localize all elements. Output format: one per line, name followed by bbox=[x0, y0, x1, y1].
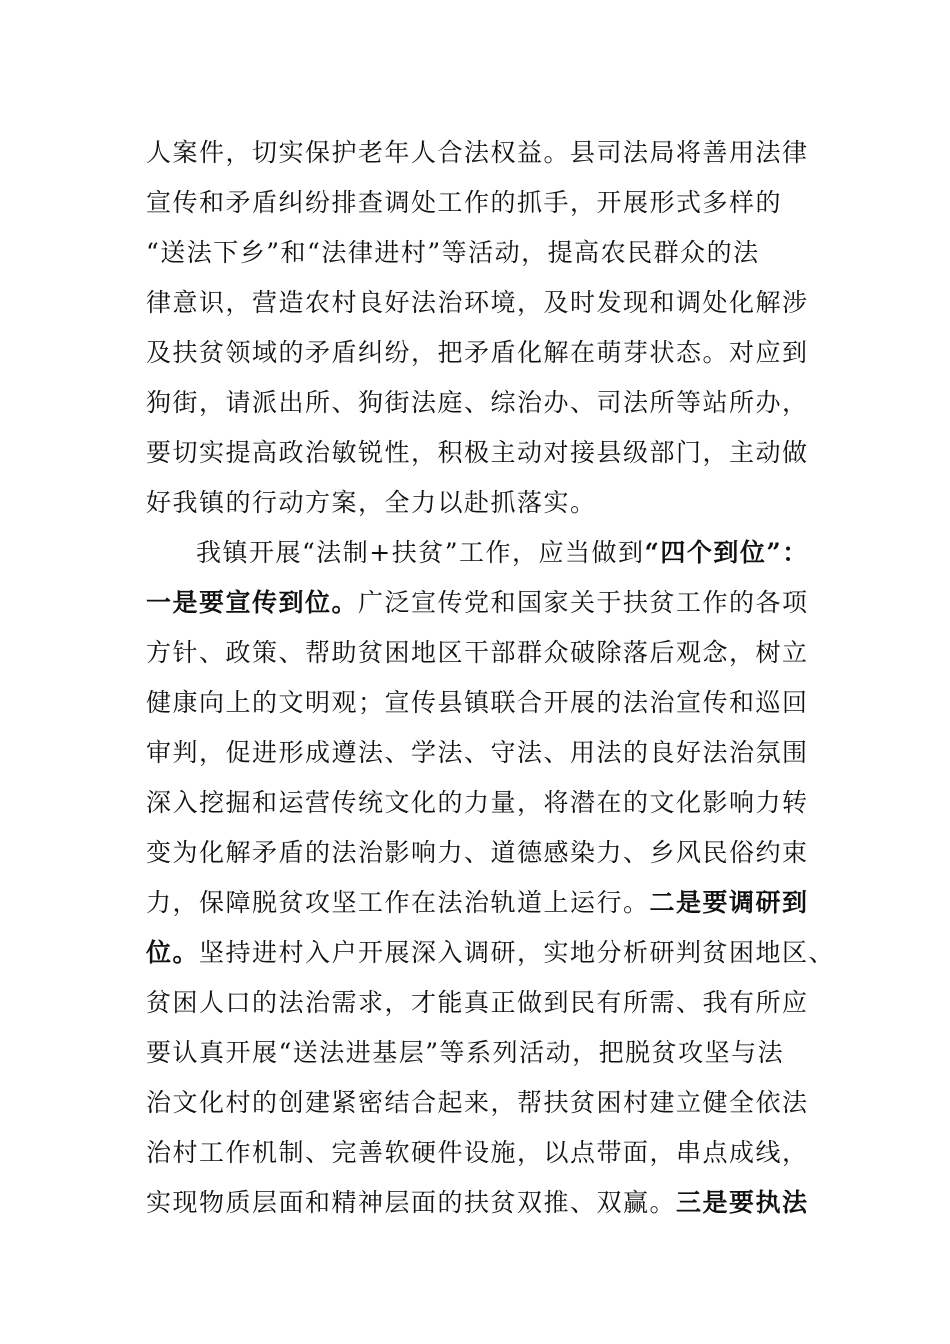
text-line bbox=[146, 278, 836, 328]
text-segment: 我镇开展“法制+扶贫”工作，应当做到 bbox=[196, 538, 645, 567]
text-line bbox=[146, 228, 836, 278]
bold-text-segment: 三是要执法 bbox=[676, 1188, 809, 1217]
text-line bbox=[146, 978, 836, 1028]
text-line bbox=[146, 878, 836, 928]
bold-text-segment: 二是要调研到 bbox=[649, 888, 809, 917]
text-line bbox=[146, 928, 836, 978]
text-segment: 狗街，请派出所、狗街法庭、综治办、司法所等站所办， bbox=[146, 388, 809, 417]
text-segment: 及扶贫领域的矛盾纠纷，把矛盾化解在萌芽状态。对应到 bbox=[146, 338, 809, 367]
text-line bbox=[146, 1178, 836, 1228]
bold-text-segment: 一是要宣传到位。 bbox=[146, 588, 359, 617]
text-segment: 宣传和矛盾纠纷排查调处工作的抓手，开展形式多样的 bbox=[146, 188, 783, 217]
text-line bbox=[146, 528, 836, 578]
text-segment: 力，保障脱贫攻坚工作在法治轨道上运行。 bbox=[146, 888, 650, 917]
text-segment: 实现物质层面和精神层面的扶贫双推、双赢。 bbox=[146, 1188, 677, 1217]
text-segment: 人案件，切实保护老年人合法权益。县司法局将善用法律 bbox=[146, 138, 809, 167]
text-segment: 好我镇的行动方案，全力以赴抓落实。 bbox=[146, 488, 597, 517]
text-segment: 要认真开展“送法进基层”等系列活动，把脱贫攻坚与法 bbox=[146, 1038, 785, 1067]
text-line bbox=[146, 578, 836, 628]
text-line bbox=[146, 1078, 836, 1128]
text-line bbox=[146, 478, 836, 528]
text-segment: 律意识，营造农村良好法治环境，及时发现和调处化解涉 bbox=[146, 288, 809, 317]
text-segment: “送法下乡”和“法律进村”等活动，提高农民群众的法 bbox=[146, 238, 760, 267]
text-segment: 治村工作机制、完善软硬件设施，以点带面，串点成线， bbox=[146, 1138, 809, 1167]
text-line bbox=[146, 1028, 836, 1078]
text-line bbox=[146, 778, 836, 828]
text-line bbox=[146, 1128, 836, 1178]
body-text bbox=[146, 128, 836, 1228]
text-segment: 广泛宣传党和国家关于扶贫工作的各项 bbox=[358, 588, 809, 617]
text-segment: 变为化解矛盾的法治影响力、道德感染力、乡风民俗约束 bbox=[146, 838, 809, 867]
text-segment: 坚持进村入户开展深入调研，实地分析研判贫困地区、 bbox=[199, 938, 836, 967]
text-segment: 贫困人口的法治需求，才能真正做到民有所需、我有所应 bbox=[146, 988, 809, 1017]
text-line bbox=[146, 178, 836, 228]
text-line bbox=[146, 828, 836, 878]
text-line bbox=[146, 678, 836, 728]
text-line bbox=[146, 128, 836, 178]
text-line bbox=[146, 378, 836, 428]
text-line bbox=[146, 628, 836, 678]
text-segment: 治文化村的创建紧密结合起来，帮扶贫困村建立健全依法 bbox=[146, 1088, 809, 1117]
bold-text-segment: 位。 bbox=[146, 938, 200, 967]
text-segment: 审判，促进形成遵法、学法、守法、用法的良好法治氛围 bbox=[146, 738, 809, 767]
text-line bbox=[146, 428, 836, 478]
text-segment: 健康向上的文明观；宣传县镇联合开展的法治宣传和巡回 bbox=[146, 688, 809, 717]
text-line bbox=[146, 328, 836, 378]
text-segment: 深入挖掘和运营传统文化的力量，将潜在的文化影响力转 bbox=[146, 788, 809, 817]
text-segment: 要切实提高政治敏锐性，积极主动对接县级部门，主动做 bbox=[146, 438, 809, 467]
bold-text-segment: “四个到位”： bbox=[644, 538, 809, 567]
text-segment: 方针、政策、帮助贫困地区干部群众破除落后观念，树立 bbox=[146, 638, 809, 667]
text-line bbox=[146, 728, 836, 778]
